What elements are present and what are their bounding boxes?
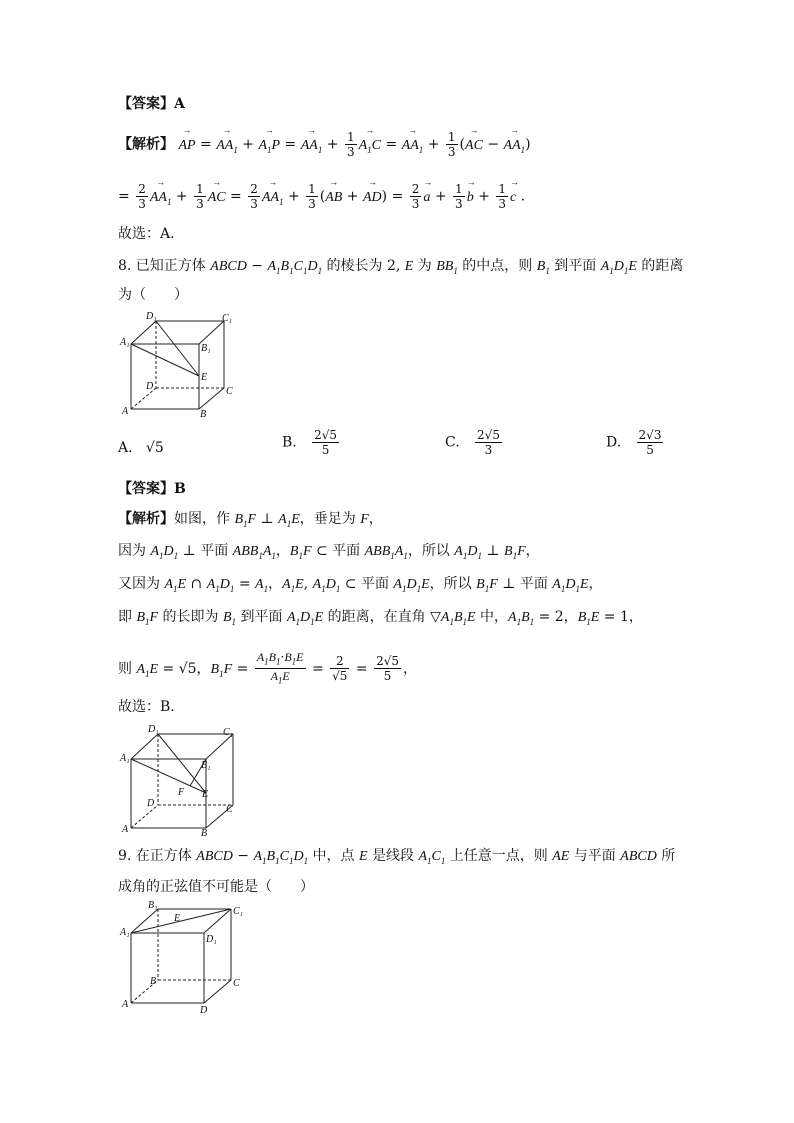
fig2-label-B: B [201, 828, 208, 837]
q9-stem-line2: 成角的正弦值不可能是（ ） [118, 879, 314, 895]
fig2-label-C1: C₁ [223, 727, 234, 738]
q8-option-d[interactable]: D. $\frac{2√3}{5}$ [606, 428, 662, 457]
q8-stem-line1: 8. 已知正方体 ABCD − $A_1B_1C_1D_1$ 的棱长为 2, E 为 $BB_1$ 的中点，则 $B_1$ 到平面 $A_1D_1E$ 的距离 [118, 258, 684, 276]
q8-solution-figure [118, 722, 243, 837]
q7-formula-line2: = $\frac{2}{3}$ → $AA_1$ + $\frac{1}{3}$ → AC = $\frac{2}{3}$ → $AA_1$ + $\frac{1}{3}$ (→ AB + → AD) = $\frac{2}{3}$ → a + $\frac{1}{3}$ → b + $\frac{1}{3}$ → c . [118, 182, 525, 211]
q8-answer: 【答案】B [118, 481, 186, 497]
q7-analysis-label: 【解析】 [118, 136, 174, 153]
fig1-label-A1: A₁ [120, 337, 130, 348]
fig3-label-D: D [200, 1005, 208, 1016]
q8-analysis-line1: 【解析】如图，作 $B_1F$ ⊥ $A_1E$，垂足为 F， [118, 511, 383, 529]
fig3-label-A: A [122, 999, 129, 1010]
fig3-label-B1: B₁ [148, 900, 158, 911]
q8-analysis-line4: 即 $B_1F$ 的长即为 $B_1$ 到平面 $A_1D_1E$ 的距离，在直角 $▽A_1B_1E$ 中，$A_1B_1 = 2$，$B_1E = 1$， [118, 609, 643, 627]
q8-analysis-line3: 又因为 $A_1E$ ∩ $A_1D_1 = A_1$，$A_1E$, $A_1D_1$ ⊂ 平面 $A_1D_1E$，所以 $B_1F$ ⊥ 平面 $A_1D_1E$， [118, 576, 603, 594]
fig1-label-B: B [200, 409, 207, 420]
fig2-label-D1: D₁ [148, 724, 159, 735]
q7-answer: 【答案】A [118, 96, 185, 112]
q8-conclusion: 故选：B. [118, 699, 175, 715]
q7-conclusion: 故选：A. [118, 226, 175, 242]
fig2-label-C: C [226, 804, 233, 815]
fig1-label-C1: C₁ [222, 313, 233, 324]
fig1-label-C: C [226, 386, 233, 397]
q9-cube-figure [118, 898, 248, 1018]
fig2-label-A1: A₁ [120, 753, 130, 764]
q8-stem-line2: 为（ ） [118, 287, 188, 303]
fig3-label-D1: D₁ [206, 934, 217, 945]
fig2-label-D: D [147, 798, 155, 809]
fig1-label-B1: B₁ [201, 343, 211, 354]
q8-analysis-line2: 因为 $A_1D_1$ ⊥ 平面 $ABB_1A_1$，$B_1F$ ⊂ 平面 $ABB_1A_1$，所以 $A_1D_1$ ⊥ $B_1F$， [118, 543, 540, 561]
q8-option-c[interactable]: C. $\frac{2√5}{3}$ [445, 428, 500, 457]
fig3-label-C1: C₁ [233, 906, 244, 917]
fig2-label-B1: B₁ [201, 760, 211, 771]
fig3-label-A1: A₁ [120, 927, 130, 938]
fig2-label-F: F [178, 787, 185, 798]
fig3-label-C: C [233, 978, 240, 989]
fig2-label-A: A [122, 824, 129, 835]
q8-option-a[interactable]: A. √5 [118, 440, 164, 456]
q8-option-b[interactable]: B. $\frac{2√5}{5}$ [282, 428, 338, 457]
q7-formula-line1: 【解析】 → AP = → $AA_1$ + → $A_1P$ = → $AA_1$ + $\frac{1}{3}$ → $A_1C$ = → $AA_1$ + $\frac{1}{3}$ (→ AC − → $AA_1$) [118, 130, 531, 159]
fig1-label-A: A [122, 406, 129, 417]
fig3-label-E: E [174, 913, 181, 924]
q8-analysis-line5: 则 $A_1E = √5$，$B_1F$ = $\frac{A_1B_1\cdot B_1E}{A_1E}$ = $\frac{2}{√5}$ = $\frac{2√5}{5}$ ， [118, 650, 417, 686]
fig1-label-D: D [146, 381, 154, 392]
fig1-label-D1: D₁ [146, 311, 157, 322]
fig2-label-E: E [202, 789, 209, 800]
cube-edges [131, 321, 224, 409]
fig1-label-E: E [201, 372, 208, 383]
q8-cube-figure [118, 310, 243, 420]
fig3-label-B: B [150, 976, 157, 987]
q9-stem-line1: 9. 在正方体 ABCD − $A_1B_1C_1D_1$ 中，点 E 是线段 $A_1C_1$ 上任意一点，则 AE 与平面 ABCD 所 [118, 848, 676, 866]
